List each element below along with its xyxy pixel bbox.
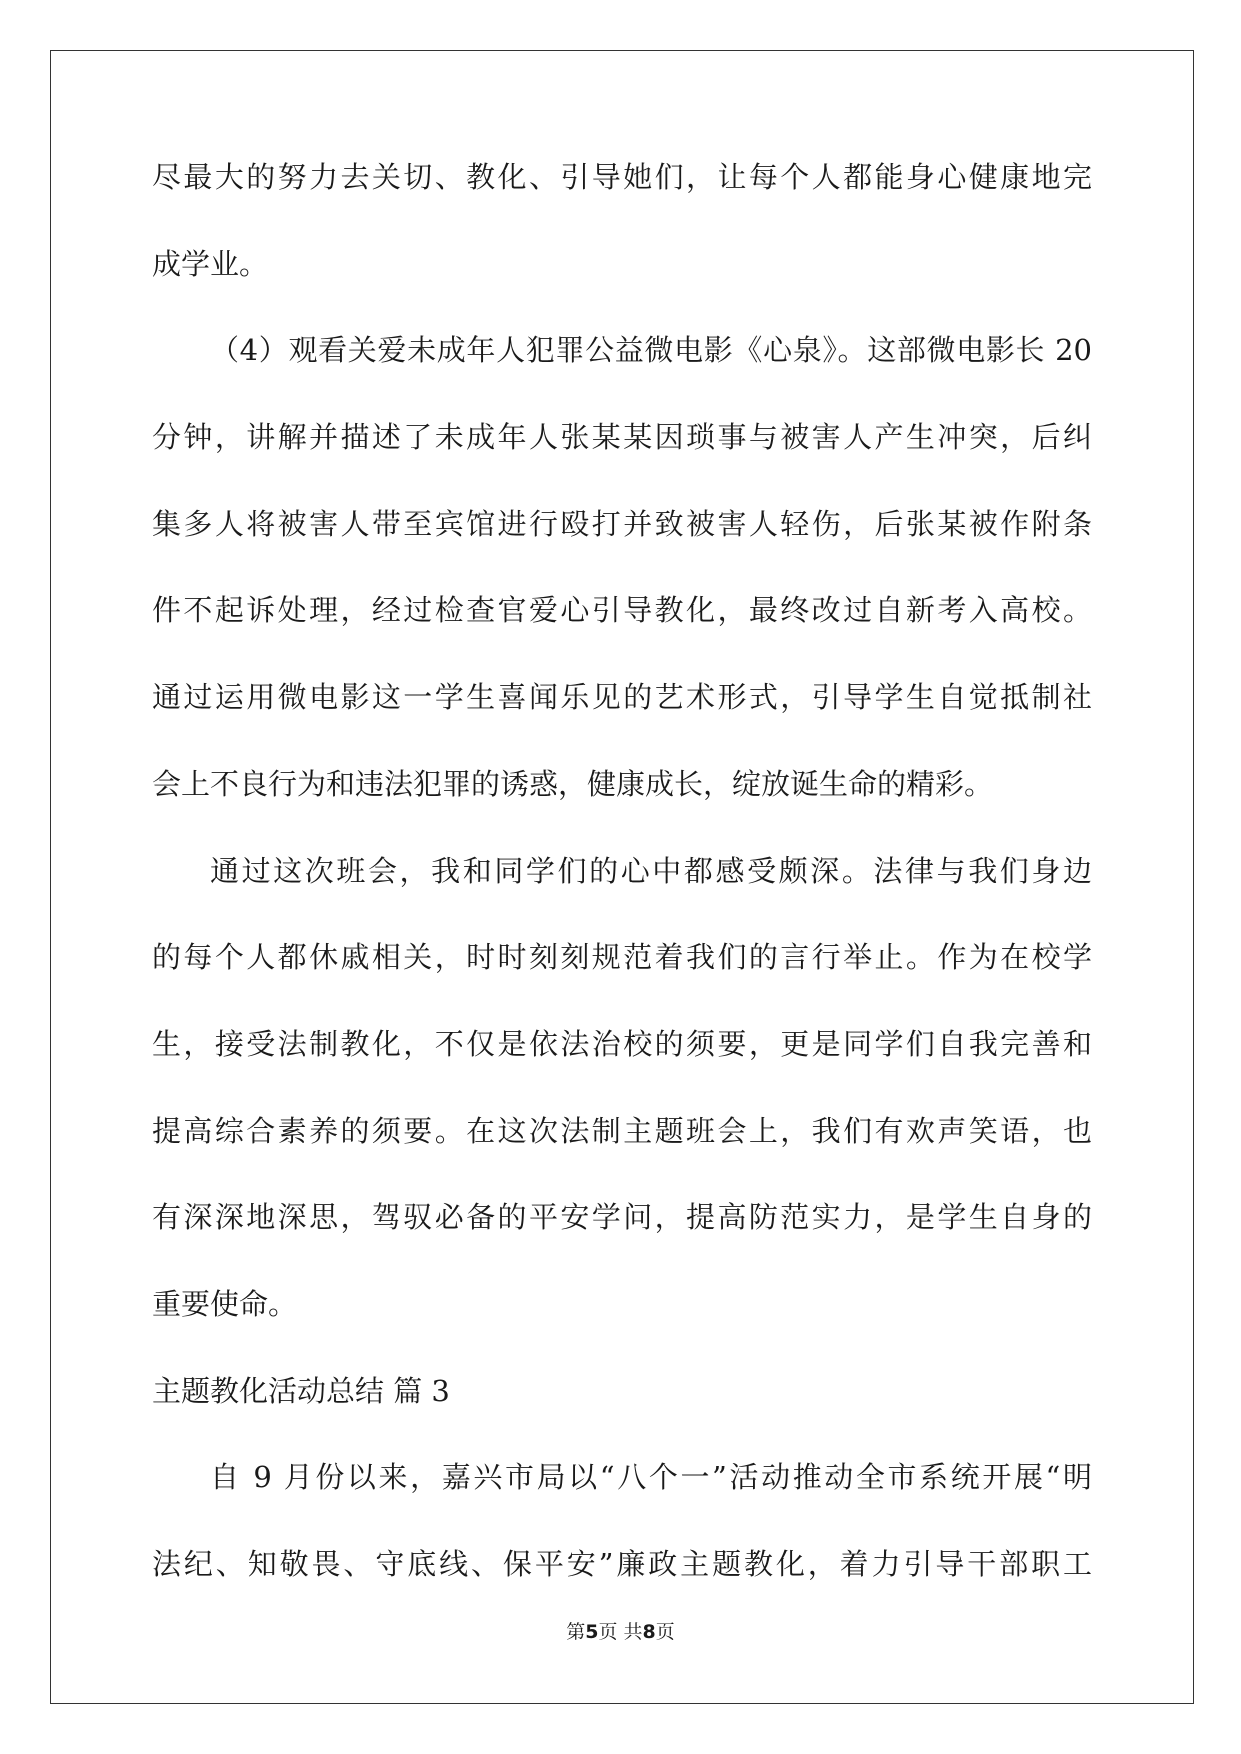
body-line: 集多人将被害人带至宾馆进行殴打并致被害人轻伤，后张某被作附条 (152, 506, 1092, 541)
body-line: 分钟，讲解并描述了未成年人张某某因琐事与被害人产生冲突，后纠 (152, 420, 1092, 455)
body-line: 有深深地深思，驾驭必备的平安学问，提高防范实力，是学生自身的 (152, 1200, 1092, 1235)
body-line: 自 9 月份以来，嘉兴市局以“八个一”活动推动全市系统开展“明 (210, 1460, 1092, 1495)
body-line: （4）观看关爱未成年人犯罪公益微电影《心泉》。这部微电影长 20 (210, 333, 1092, 368)
body-line: 重要使命。 (152, 1286, 298, 1321)
section-heading: 主题教化活动总结 篇 3 (152, 1373, 450, 1408)
body-line: 通过运用微电影这一学生喜闻乐见的艺术形式，引导学生自觉抵制社 (152, 680, 1092, 715)
footer-suffix: 页 (655, 1621, 675, 1643)
body-line: 会上不良行为和违法犯罪的诱惑，健康成长，绽放诞生命的精彩。 (152, 766, 994, 801)
body-line: 生，接受法制教化，不仅是依法治校的须要，更是同学们自我完善和 (152, 1026, 1092, 1061)
footer-prefix: 第 (566, 1621, 586, 1643)
body-line: 提高综合素养的须要。在这次法制主题班会上，我们有欢声笑语，也 (152, 1113, 1092, 1148)
body-line: 尽最大的努力去关切、教化、引导她们，让每个人都能身心健康地完 (152, 160, 1092, 194)
body-line: 法纪、知敬畏、守底线、保平安”廉政主题教化，着力引导干部职工 (152, 1547, 1092, 1581)
body-line: 成学业。 (152, 246, 269, 281)
document-body (152, 160, 1092, 1634)
body-line: 通过这次班会，我和同学们的心中都感受颇深。法律与我们身边 (210, 853, 1092, 888)
body-line: 件不起诉处理，经过检查官爱心引导教化，最终改过自新考入高校。 (152, 593, 1092, 628)
body-line: 的每个人都休戚相关，时时刻刻规范着我们的言行举止。作为在校学 (152, 940, 1092, 975)
page-footer (0, 1620, 1241, 1644)
footer-page-number: 5 (585, 1621, 599, 1643)
footer-total-pages: 8 (642, 1621, 656, 1643)
footer-mid: 页 共 (598, 1621, 643, 1643)
